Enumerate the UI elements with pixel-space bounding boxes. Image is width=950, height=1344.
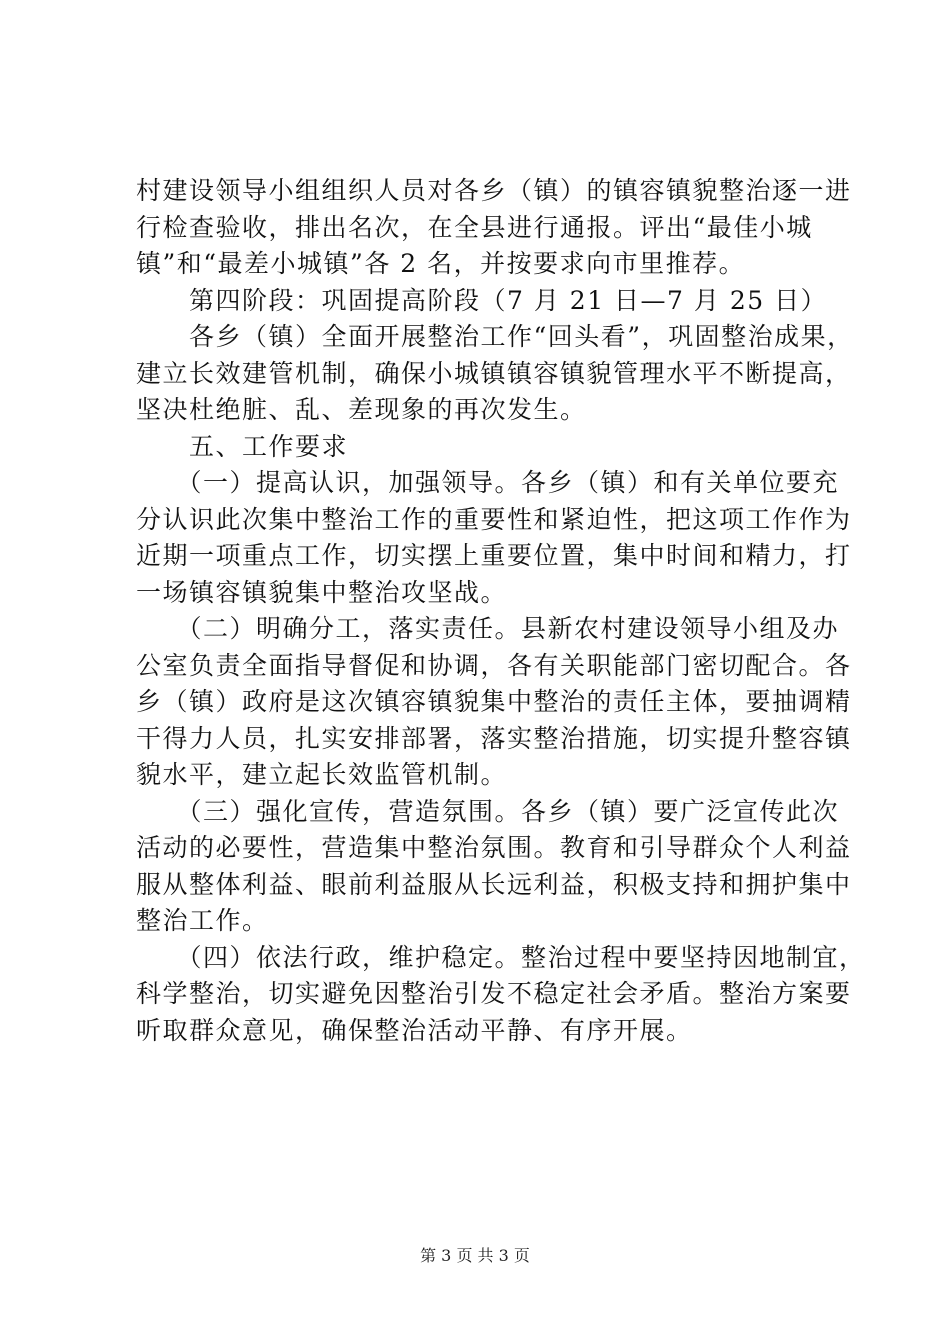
text-line: 科学整治，切实避免因整治引发不稳定社会矛盾。整治方案要 [136, 979, 852, 1008]
text-line: 建立长效建管机制，确保小城镇镇容镇貌管理水平不断提高， [136, 358, 852, 388]
text-line: 整治工作。 [136, 906, 269, 935]
text-line: 活动的必要性，营造集中整治氛围。教育和引导群众个人利益 [136, 833, 852, 862]
text-line: 干得力人员，扎实安排部署，落实整治措施，切实提升整容镇 [136, 723, 852, 753]
text-line: 近期一项重点工作，切实摆上重要位置，集中时间和精力，打 [136, 541, 852, 570]
text-line: 镇”和“最差小城镇”各 2 名，并按要求向市里推荐。 [136, 249, 746, 278]
section-heading-phase-four: 第四阶段：巩固提高阶段（7 月 21 日—7 月 25 日） [136, 285, 828, 315]
page-footer [0, 1243, 950, 1266]
text-line: 乡（镇）政府是这次镇容镇貌集中整治的责任主体，要抽调精 [136, 687, 852, 716]
text-line: 貌水平，建立起长效监管机制。 [136, 760, 508, 789]
text-line: 公室负责全面指导督促和协调，各有关职能部门密切配合。各 [136, 650, 852, 680]
text-line: （二）明确分工，落实责任。县新农村建设领导小组及办 [136, 614, 840, 643]
text-line: 听取群众意见，确保整治活动平静、有序开展。 [136, 1015, 693, 1045]
text-line: （三）强化宣传，营造氛围。各乡（镇）要广泛宣传此次 [136, 796, 840, 826]
text-line: 各乡（镇）全面开展整治工作“回头看”，巩固整治成果， [136, 322, 854, 351]
text-line: （四）依法行政，维护稳定。整治过程中要坚持因地制宜， [136, 942, 866, 972]
document-body [136, 173, 866, 1049]
section-heading-requirements: 五、工作要求 [136, 431, 349, 461]
text-line: 一场镇容镇貌集中整治攻坚战。 [136, 577, 508, 607]
text-line: 坚决杜绝脏、乱、差现象的再次发生。 [136, 395, 587, 424]
text-line: 行检查验收，排出名次，在全县进行通报。评出“最佳小城 [136, 212, 813, 242]
text-line: 服从整体利益、眼前利益服从长远利益，积极支持和拥护集中 [136, 869, 852, 899]
page-number-label: 第 3 页 共 3 页 [420, 1246, 530, 1265]
text-line: 分认识此次集中整治工作的重要性和紧迫性，把这项工作作为 [136, 504, 852, 534]
text-line: （一）提高认识，加强领导。各乡（镇）和有关单位要充 [136, 468, 840, 497]
text-line: 村建设领导小组组织人员对各乡（镇）的镇容镇貌整治逐一进 [136, 176, 852, 205]
